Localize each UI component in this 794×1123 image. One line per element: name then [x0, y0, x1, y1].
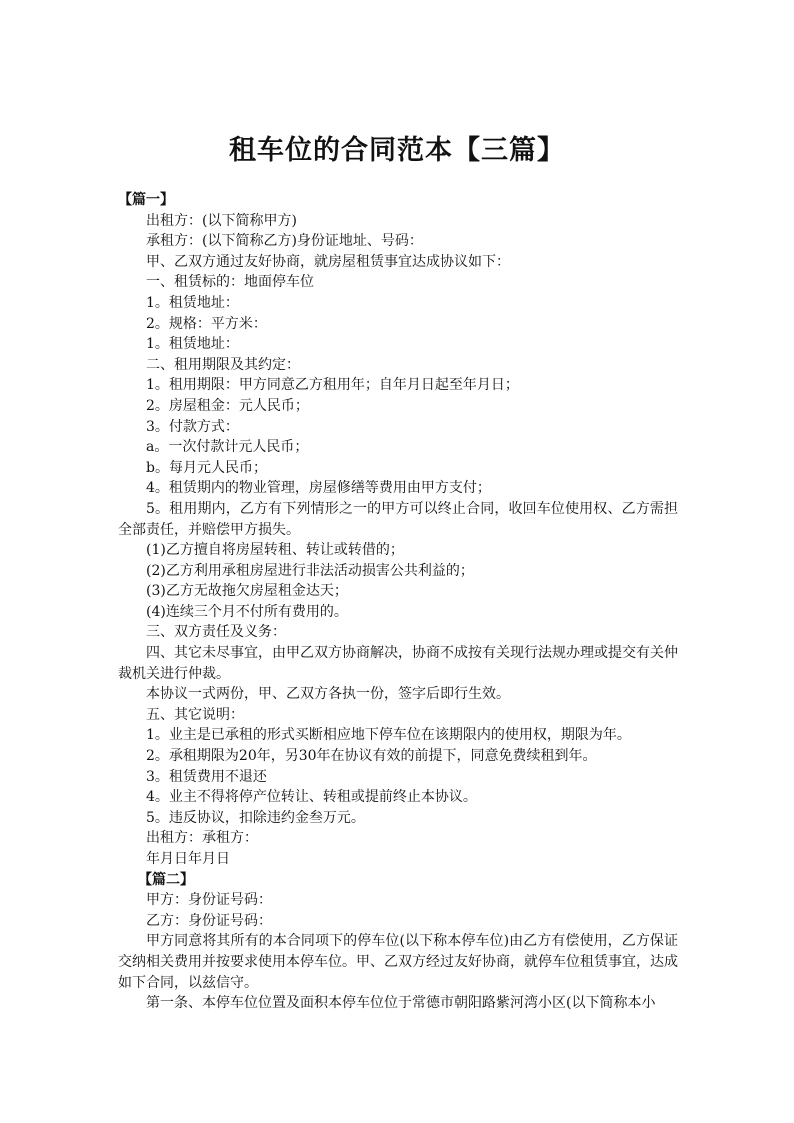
document-line: 一、租赁标的：地面停车位	[146, 274, 314, 291]
document-line: 【篇一】	[118, 192, 174, 208]
document-line: 甲方：身份证号码：	[146, 892, 272, 909]
document-line: 3。租赁费用不退还	[146, 768, 267, 785]
document-line: 2。房屋租金：元人民币；	[146, 397, 309, 414]
document-line: 出租方：(以下简称甲方)	[146, 212, 297, 229]
document-line: 三、双方责任及义务：	[146, 624, 286, 641]
document-line: b。每月元人民币；	[146, 459, 267, 476]
document-line: 4。租赁期内的物业管理，房屋修缮等费用由甲方支付；	[146, 480, 491, 497]
document-line: 出租方：承租方：	[146, 830, 258, 847]
document-line: 年月日年月日	[146, 851, 230, 867]
document-line: 二、租用期限及其约定：	[146, 356, 300, 373]
document-line: 甲方同意将其所有的本合同项下的停车位(以下称本停车位)由乙方有偿使用，乙方保证交纳相关费用并按要求使用本停车位。甲、乙双方经过友好协商，就停车位租赁事宜，达成如下合同，以兹信守。	[118, 933, 678, 991]
document-line: (1)乙方擅自将房屋转租、转让或转借的；	[146, 542, 404, 559]
document-body	[118, 190, 678, 1014]
document-line: 第一条、本停车位位置及面积本停车位位于常德市朝阳路紫河湾小区(以下简称本小	[146, 995, 656, 1012]
document-line: a。一次付款计元人民币；	[146, 439, 309, 456]
document-line: (2)乙方利用承租房屋进行非法活动损害公共利益的；	[146, 562, 474, 579]
document-line: 1。租赁地址：	[146, 294, 239, 311]
document-line: 甲、乙双方通过友好协商，就房屋租赁事宜达成协议如下：	[146, 253, 510, 270]
document-line: (4)连续三个月不付所有费用的。	[146, 603, 348, 620]
document-line: 1。租赁地址：	[146, 336, 239, 353]
document-line: 5。租用期内，乙方有下列情形之一的甲方可以终止合同，收回车位使用权、乙方需担全部责任，并赔偿甲方损失。	[118, 500, 678, 538]
document-title: 租车位的合同范本【三篇】	[229, 135, 565, 166]
document-line: 【篇二】	[138, 871, 194, 888]
document-line: 承租方：(以下简称乙方)身份证地址、号码：	[146, 233, 423, 250]
document-line: 2。承租期限为20年，另30年在协议有效的前提下，同意免费续租到年。	[146, 748, 597, 765]
document-line: 乙方：身份证号码：	[146, 912, 272, 929]
document-line: (3)乙方无故拖欠房屋租金达天；	[146, 583, 348, 600]
document-line: 1。租用期限：甲方同意乙方租用年；自年月日起至年月日；	[146, 377, 519, 394]
document-line: 2。规格：平方米：	[146, 315, 267, 332]
document-line: 4。业主不得将停产位转让、转租或提前终止本协议。	[146, 789, 477, 806]
document-line: 3。付款方式：	[146, 418, 239, 435]
document-line: 四、其它未尽事宜，由甲乙双方协商解决，协商不成按有关现行法规办理或提交有关仲裁机关进行仲裁。	[118, 645, 678, 682]
document-line: 本协议一式两份，甲、乙双方各执一份，签字后即行生效。	[146, 686, 510, 703]
document-line: 1。业主是已承租的形式买断相应地下停车位在该期限内的使用权，期限为年。	[146, 727, 631, 744]
document-line: 五、其它说明：	[146, 706, 244, 723]
document-line: 5。违反协议，扣除违约金叁万元。	[146, 809, 365, 826]
